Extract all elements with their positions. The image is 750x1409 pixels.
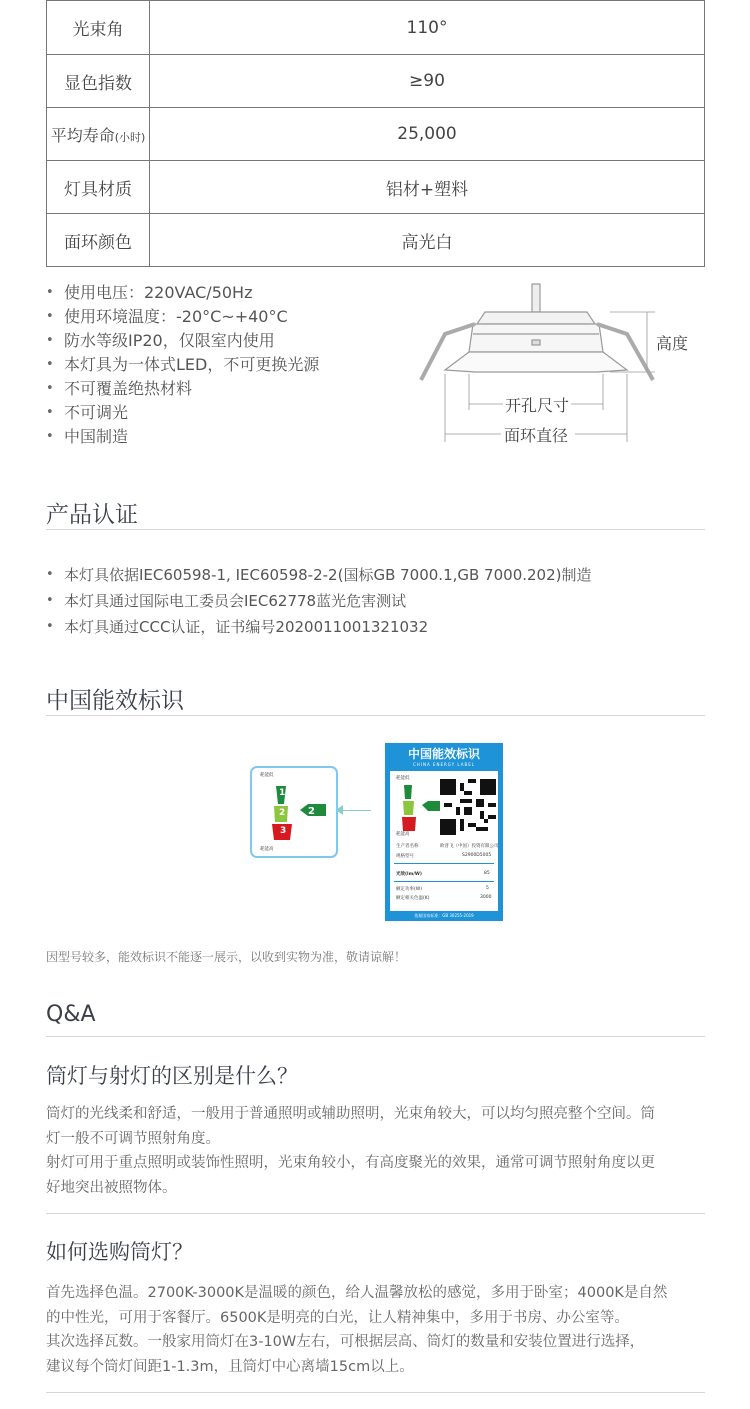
answer-line: 首先选择色温。2700K-3000K是温暖的颜色，给人温馨放松的感觉，多用于卧室；4000K是自然 [46,1285,668,1301]
table-row [47,1,705,55]
divider [46,1392,705,1393]
spec-value: 铝材+塑料 [150,161,705,214]
spec-label [47,55,150,108]
arrow-line [341,810,371,811]
ring-diameter-label: 面环直径 [504,426,569,445]
cct-value: 3000 [480,895,492,900]
certification-title: 产品认证 [46,502,138,528]
feature-list [46,281,319,449]
model-label: 规格型号 [396,854,414,859]
spec-label [47,214,150,267]
spec-value: ≥90 [150,55,705,108]
spec-table [46,0,705,267]
grade-2: 2 [279,808,286,818]
list-item: • 防水等级IP20，仅限室内使用 [46,329,319,353]
list-item: • 不可覆盖绝热材料 [46,377,319,401]
table-row [47,108,705,161]
answer-line: 其次选择瓦数。一般家用筒灯在3-10W左右，可根据层高、筒灯的数量和安装位置进行选择， [46,1334,645,1350]
spec-label-text: 光束角 [72,20,124,40]
spec-label-unit: (小时) [114,130,146,144]
answer-line: 好地突出被照物体。 [46,1179,177,1196]
spec-label [47,108,150,161]
current-grade: 2 [308,806,315,817]
producer-label: 生产者名称 [396,844,419,849]
spec-label [47,161,150,214]
grade-1: 1 [279,788,286,798]
table-row [47,55,705,108]
spec-value: 高光白 [150,214,705,267]
energy-label-head-cn: 中国能效标识 [407,747,480,761]
question-1-title: 筒灯与射灯的区别是什么？ [46,1064,298,1088]
spec-label-text: 灯具材质 [64,179,132,200]
power-value: 5 [486,886,489,891]
answer-line: 的中性光，可用于客餐厅。6500K是明亮的白光，让人精神集中，多用于书房、办公室等。 [46,1309,629,1326]
label-low-text: 耗能低 [396,776,410,781]
power-label: 额定功率(W) [396,887,422,892]
energy-label-footer: 依据国家标准：GB 30255-2019 [414,913,474,918]
spec-value: 25,000 [150,108,705,161]
answer-line: 筒灯的光线柔和舒适，一般用于普通照明或辅助照明，光束角较大，可以均匀照亮整个空间。筒 [46,1106,655,1122]
list-item: • 本灯具为一体式LED，不可更换光源 [46,353,319,377]
divider [394,863,494,864]
divider [46,529,705,530]
answer-line: 灯一般不可调节照射角度。 [46,1130,220,1147]
spec-label [47,1,150,55]
efficacy-value: 85 [484,871,490,876]
table-row [47,161,705,214]
energy-label-head-en: CHINA ENERGY LABEL [413,762,475,767]
mini-low-text: 耗能低 [260,773,274,778]
list-item: • 使用电压：220VAC/50Hz [46,281,319,305]
model-value: S2900D5005 [462,853,492,858]
qa-title: Q&A [46,1002,96,1027]
energy-label-header [385,743,503,771]
mini-energy-label [250,766,338,858]
energy-label-card [385,743,503,921]
spec-label-text: 显色指数 [64,73,132,94]
list-item: • 本灯具通过CCC认证，证书编号2020011001321032 [46,614,591,640]
certification-list [46,562,591,640]
efficacy-label: 光效(lm/W) [396,872,422,877]
cutout-label: 开孔尺寸 [505,396,570,415]
question-2-title: 如何选购筒灯？ [46,1240,193,1264]
label-high-text: 耗能高 [396,832,410,837]
grade-3: 3 [280,826,287,836]
list-item: • 中国制造 [46,425,319,449]
grade-bars [258,780,338,850]
energy-label-body [390,771,498,911]
list-item: • 本灯具通过国际电工委员会IEC62778蓝光危害测试 [46,588,591,614]
list-item: • 本灯具依据IEC60598-1, IEC60598-2-2(国标GB 7000.1,GB 7000.202)制造 [46,562,591,588]
table-row [47,214,705,267]
energy-label-note: 因型号较多，能效标识不能逐一展示，以收到实物为准，敬请谅解！ [46,950,407,964]
answer-line: 建议每个筒灯间距1-1.3m，且筒灯中心离墙15cm以上。 [46,1358,414,1375]
arrow-icon [336,805,343,815]
list-item: • 使用环境温度：-20°C~+40°C [46,305,319,329]
energy-label-title: 中国能效标识 [46,688,184,714]
height-label: 高度 [656,334,689,353]
divider [46,715,705,716]
divider [46,1036,705,1037]
answer-line: 射灯可用于重点照明或装饰性照明，光束角较小，有高度聚光的效果，通常可调节照射角度以更 [46,1155,655,1171]
spec-label-text: 平均寿命 [50,125,115,145]
spec-label-text: 面环颜色 [64,232,132,253]
divider [394,881,494,882]
mini-high-text: 耗能高 [260,847,274,852]
qr-code-icon [440,779,496,835]
spec-value: 110° [150,1,705,55]
answer-2 [46,1281,706,1379]
divider [46,1213,705,1214]
grade-bars [394,781,444,837]
producer-value: 欧普飞（中国）投资有限公司 [440,844,499,849]
list-item: • 不可调光 [46,401,319,425]
cct-label: 额定相关色温(K) [396,896,430,901]
answer-1 [46,1102,706,1200]
